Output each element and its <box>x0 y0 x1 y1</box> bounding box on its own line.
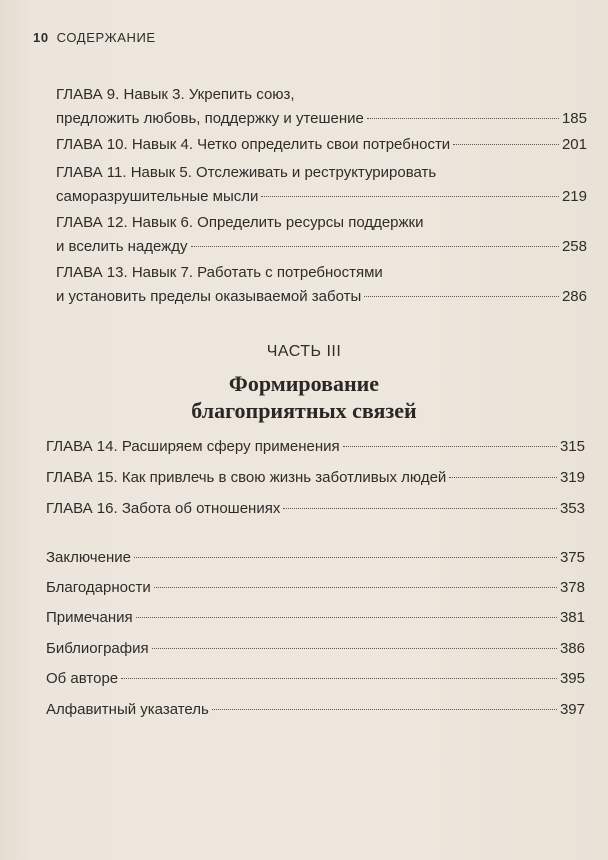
toc-entry-acknowledgements <box>46 576 585 600</box>
toc-page-number: 397 <box>559 701 585 718</box>
page-number: 10 <box>33 30 49 45</box>
toc-entry-about-author <box>46 667 585 691</box>
toc-entry-text: Примечания <box>46 609 133 626</box>
toc-page-number: 381 <box>559 609 585 626</box>
running-head <box>33 30 156 45</box>
toc-entry-text: Алфавитный указатель <box>46 701 209 718</box>
toc-page-number: 219 <box>561 188 587 205</box>
toc-entry-text: и вселить надежду <box>56 238 188 255</box>
toc-page-number: 375 <box>559 549 585 566</box>
toc-entry-text: предложить любовь, поддержку и утешение <box>56 110 364 127</box>
toc-page-number: 258 <box>561 238 587 255</box>
toc-entry-text: Благодарности <box>46 579 151 596</box>
toc-entry-conclusion <box>46 546 585 570</box>
toc-entry-text: саморазрушительные мысли <box>56 188 259 205</box>
part-title-line: благоприятных связей <box>191 398 417 423</box>
toc-entry-notes <box>46 606 585 630</box>
toc-entry-text: Об авторе <box>46 670 119 687</box>
toc-page-number: 395 <box>559 670 585 687</box>
toc-entry-text: ГЛАВА 14. Расширяем сферу применения <box>46 438 340 455</box>
dot-leader <box>261 196 559 197</box>
dot-leader <box>367 118 559 119</box>
toc-page-number: 286 <box>561 288 587 305</box>
part-label: ЧАСТЬ III <box>266 343 342 360</box>
dot-leader <box>152 648 557 649</box>
toc-entry-text: ГЛАВА 13. Навык 7. Работать с потребностями <box>56 264 383 281</box>
running-head-section: СОДЕРЖАНИЕ <box>56 30 156 45</box>
toc-entry-text: ГЛАВА 12. Навык 6. Определить ресурсы поддержки <box>56 214 424 231</box>
toc-page-number: 185 <box>561 110 587 127</box>
toc-entry-text: ГЛАВА 15. Как привлечь в свою жизнь заботливых людей <box>46 469 447 486</box>
toc-entry-text: и установить пределы оказываемой заботы <box>56 288 362 305</box>
part-title <box>0 370 608 424</box>
toc-entry-chapter-15 <box>46 466 585 490</box>
toc-entry-index <box>46 698 585 722</box>
toc-page-number: 315 <box>559 438 585 455</box>
dot-leader <box>136 617 557 618</box>
toc-entry-chapter-9 <box>56 83 587 131</box>
toc-entry-text: Библиография <box>46 640 149 657</box>
dot-leader <box>212 709 557 710</box>
toc-entry-chapter-12 <box>56 211 587 259</box>
part-title-line: Формирование <box>228 371 380 396</box>
dot-leader <box>121 678 557 679</box>
toc-entry-text: Заключение <box>46 549 131 566</box>
dot-leader <box>134 557 557 558</box>
toc-entry-text: ГЛАВА 11. Навык 5. Отслеживать и реструктурировать <box>56 164 437 181</box>
toc-entry-chapter-10 <box>56 133 587 157</box>
toc-entry-bibliography <box>46 637 585 661</box>
dot-leader <box>154 587 557 588</box>
toc-entry-text: ГЛАВА 16. Забота об отношениях <box>46 500 281 517</box>
toc-entry-text: ГЛАВА 10. Навык 4. Четко определить свои потребности <box>56 136 451 153</box>
toc-page-number: 201 <box>561 136 587 153</box>
dot-leader <box>191 246 559 247</box>
toc-page-number: 353 <box>559 500 585 517</box>
dot-leader <box>343 446 557 447</box>
toc-page-number: 386 <box>559 640 585 657</box>
toc-entry-text: ГЛАВА 9. Навык 3. Укрепить союз, <box>56 86 295 103</box>
toc-entry-chapter-16 <box>46 497 585 521</box>
toc-entry-chapter-13 <box>56 261 587 309</box>
dot-leader <box>453 144 559 145</box>
dot-leader <box>364 296 559 297</box>
dot-leader <box>449 477 557 478</box>
toc-page-number: 319 <box>559 469 585 486</box>
toc-page-number: 378 <box>559 579 585 596</box>
toc-entry-chapter-11 <box>56 161 587 209</box>
toc-entry-chapter-14 <box>46 435 585 459</box>
dot-leader <box>283 508 557 509</box>
